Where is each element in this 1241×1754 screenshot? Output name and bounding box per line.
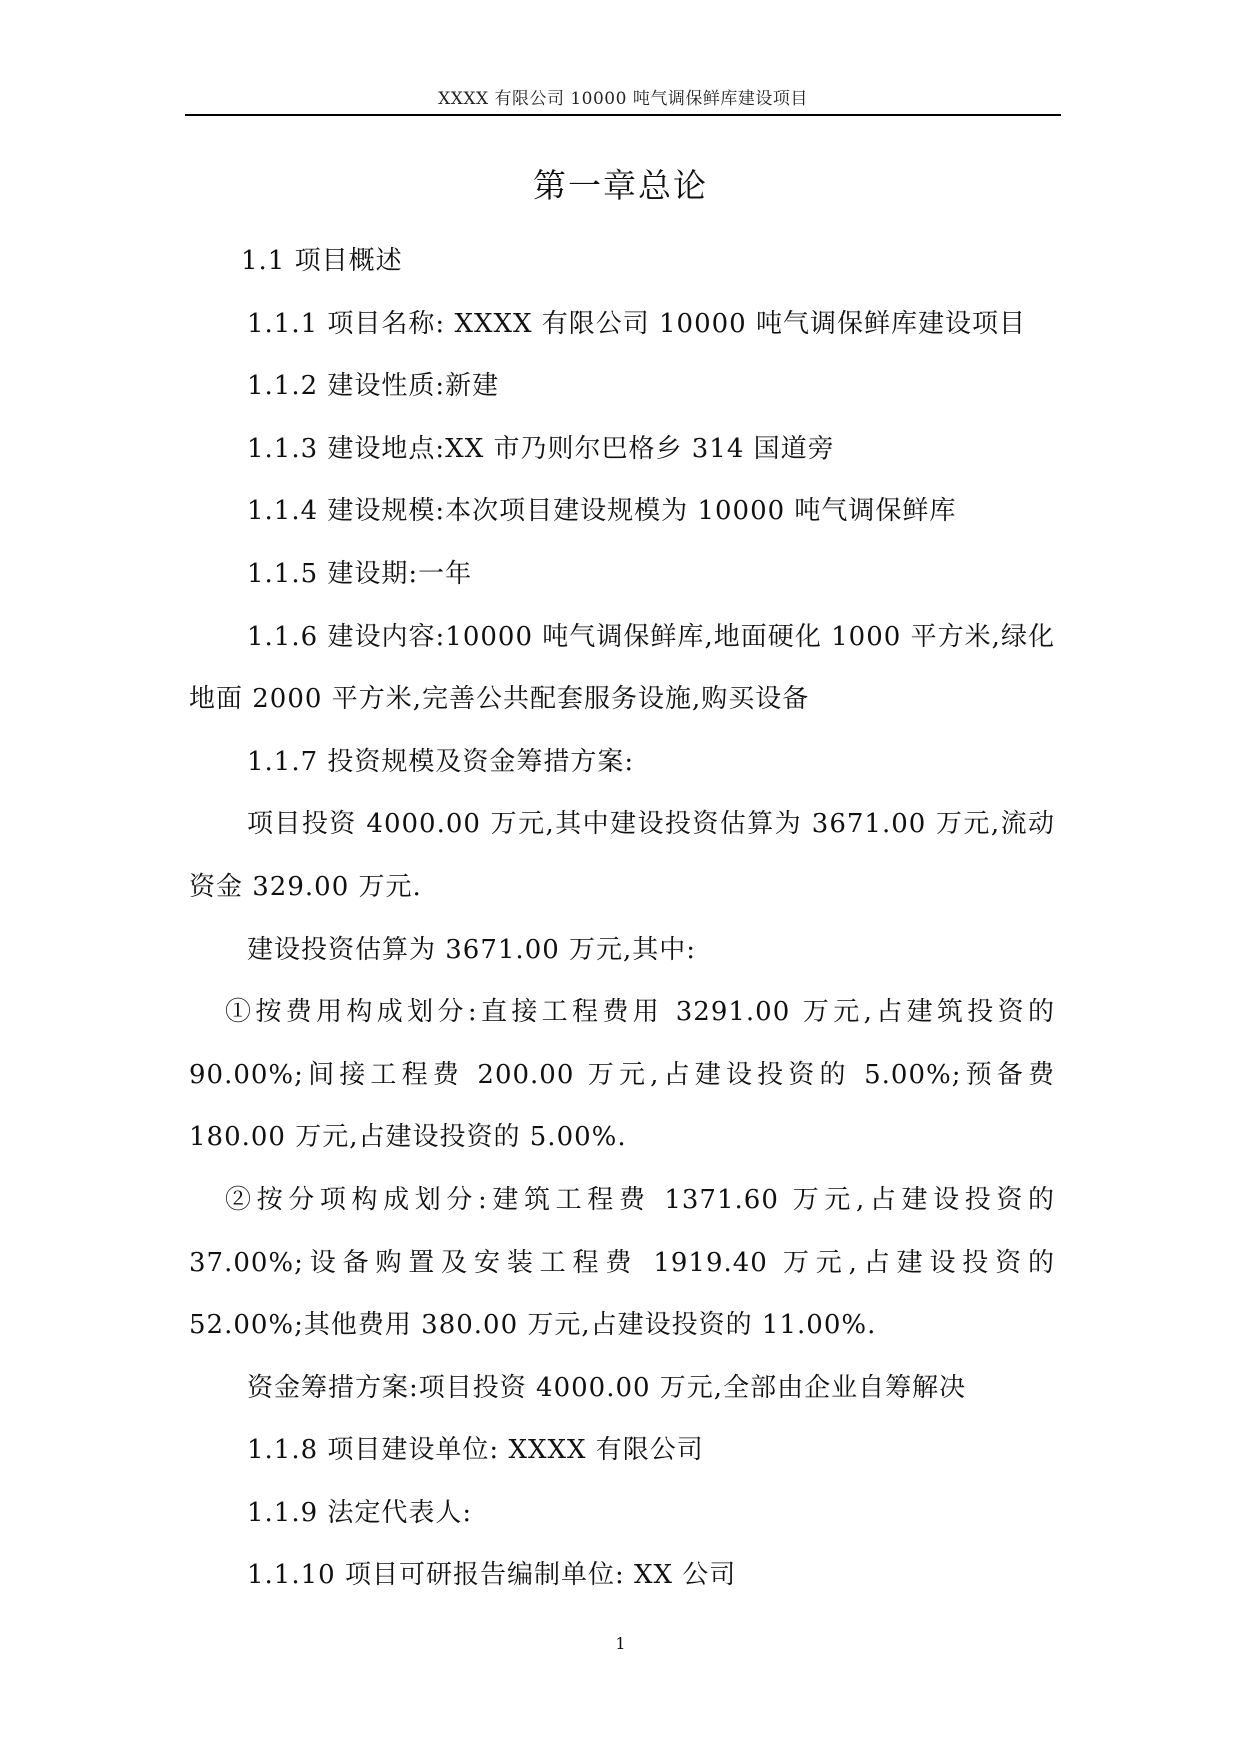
item-construction-content: 1.1.6 建设内容:10000 吨气调保鲜库,地面硬化 1000 平方米,绿化地面 2000 平方米,完善公共配套服务设施,购买设备 bbox=[189, 621, 1055, 715]
investment-paragraph: 项目投资 4000.00 万元,其中建设投资估算为 3671.00 万元,流动资金 329.00 万元. bbox=[189, 809, 1055, 902]
document-body bbox=[189, 230, 1055, 1607]
item-construction-period: 1.1.5 建设期:一年 bbox=[247, 558, 473, 589]
page-number: 1 bbox=[615, 1634, 626, 1653]
item-construction-unit: 1.1.8 项目建设单位: XXXX 有限公司 bbox=[247, 1435, 704, 1466]
item-investment-plan: 1.1.7 投资规模及资金筹措方案: bbox=[247, 746, 635, 777]
estimate-paragraph: 建设投资估算为 3671.00 万元,其中: bbox=[247, 934, 697, 965]
header-rule bbox=[185, 114, 1061, 116]
item-report-compiler: 1.1.10 项目可研报告编制单位: XX 公司 bbox=[247, 1560, 737, 1591]
item-breakdown-paragraph: ②按分项构成划分:建筑工程费 1371.60 万元,占建设投资的 37.00%;设备购置及安装工程费 1919.40 万元,占建设投资的 52.00%;其他费用 380.00 万元,占建设投资的 11.00%. bbox=[189, 1184, 1055, 1341]
item-legal-representative: 1.1.9 法定代表人: bbox=[247, 1497, 473, 1528]
item-construction-site: 1.1.3 建设地点:XX 市乃则尔巴格乡 314 国道旁 bbox=[247, 433, 835, 464]
chapter-title: 第一章总论 bbox=[533, 166, 708, 205]
funding-paragraph: 资金筹措方案:项目投资 4000.00 万元,全部由企业自筹解决 bbox=[247, 1372, 967, 1403]
item-project-name: 1.1.1 项目名称: XXXX 有限公司 10000 吨气调保鲜库建设项目 bbox=[247, 308, 1026, 339]
item-construction-scale: 1.1.4 建设规模:本次项目建设规模为 10000 吨气调保鲜库 bbox=[247, 496, 957, 527]
section-heading: 1.1 项目概述 bbox=[241, 246, 403, 276]
item-construction-nature: 1.1.2 建设性质:新建 bbox=[247, 371, 500, 402]
page-header: XXXX 有限公司 10000 吨气调保鲜库建设项目 bbox=[438, 89, 808, 109]
cost-breakdown-paragraph: ①按费用构成划分:直接工程费用 3291.00 万元,占建筑投资的 90.00%;间接工程费 200.00 万元,占建设投资的 5.00%;预备费 180.00 万元,占建设投资的 5.00%. bbox=[189, 997, 1055, 1153]
